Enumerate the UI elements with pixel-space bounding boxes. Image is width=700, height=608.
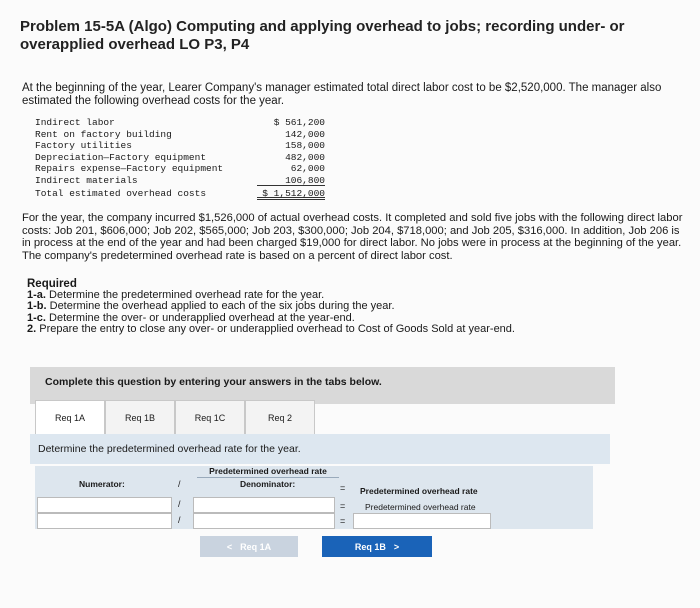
chevron-right-icon: >	[393, 541, 400, 552]
cost-row	[35, 175, 325, 187]
cost-label: Depreciation—Factory equipment	[35, 151, 207, 163]
equals-sign: =	[340, 501, 346, 511]
required-item-number: 2.	[27, 322, 37, 335]
grid-header: Predetermined overhead rate	[197, 466, 339, 478]
numerator-label: Numerator:	[79, 479, 125, 489]
cost-label: Repairs expense—Factory equipment	[35, 163, 224, 174]
denominator-label: Denominator:	[240, 479, 296, 489]
cost-row	[35, 163, 325, 175]
cost-row	[35, 152, 325, 164]
cost-row	[35, 129, 325, 141]
cost-total-amount: $ 1,512,000	[257, 188, 325, 200]
required-item-text: Determine the predetermined overhead rate for the year.	[49, 289, 325, 301]
overhead-costs-table	[35, 117, 325, 200]
cost-amount: 158,000	[285, 140, 325, 151]
intro-text: At the beginning of the year, Learer Company's manager estimated total direct labor cost to be $2,520,000. The manager also estimated the following overhead costs for the year.	[22, 82, 662, 107]
cost-amount: 482,000	[285, 151, 325, 163]
cost-amount: 62,000	[290, 163, 325, 174]
denominator-input[interactable]	[193, 513, 335, 529]
cost-total-row	[35, 188, 325, 200]
cost-total-label: Total estimated overhead costs	[35, 188, 207, 199]
cost-row	[35, 140, 325, 152]
required-list	[27, 290, 515, 335]
result-sublabel: Predetermined overhead rate	[365, 502, 476, 512]
instruction-bar	[30, 434, 610, 464]
required-item-text: Determine the over- or underapplied overhead at the year-end.	[49, 311, 355, 324]
cost-row	[35, 117, 325, 129]
required-item-number: 1-b.	[27, 300, 47, 313]
divide-sign: /	[178, 515, 181, 525]
tab-req-1c[interactable]: Req 1C	[175, 400, 245, 435]
result-label: Predetermined overhead rate	[360, 486, 478, 496]
cost-amount: $ 561,200	[273, 117, 325, 128]
next-req-label: Req 1B	[354, 541, 386, 552]
cost-label: Indirect materials	[35, 174, 138, 186]
tab-req-1b[interactable]: Req 1B	[105, 400, 175, 435]
prev-req-label: Req 1A	[240, 541, 272, 552]
result-input[interactable]	[353, 513, 491, 529]
numerator-input[interactable]	[37, 513, 172, 529]
problem-paragraph: For the year, the company incurred $1,526,000 of actual overhead costs. It completed and sold five jobs with the following direct labor costs: Job 201, $606,000; Job 202, $565,000; Job 203, $300,000; Job 204, $718,000; and Job 205, $316,000. In addition, Job 206 is in process at the end of the year and had been charged $19,000 for direct labor. No jobs were in process at the beginning of the year. The company's predetermined overhead rate is based on a percent of direct labor cost.	[22, 212, 683, 262]
instruction-text: Determine the predetermined overhead rate for the year.	[38, 443, 301, 455]
tab-req-2[interactable]: Req 2	[245, 400, 315, 435]
cost-label: Indirect labor	[35, 117, 115, 128]
tab-req-1a[interactable]: Req 1A	[35, 400, 105, 435]
numerator-input[interactable]	[37, 497, 172, 513]
denominator-input[interactable]	[193, 497, 335, 513]
required-item	[27, 324, 515, 335]
overhead-rate-grid	[35, 466, 593, 529]
prev-req-button[interactable]	[200, 536, 298, 557]
chevron-left-icon: <	[226, 541, 233, 552]
cost-amount: 142,000	[285, 128, 325, 140]
required-item-text: Determine the overhead applied to each of the six jobs during the year.	[49, 300, 395, 313]
requirement-tabs	[35, 400, 315, 434]
required-item-text: Prepare the entry to close any over- or underapplied overhead to Cost of Goods Sold at year-end.	[39, 322, 515, 335]
cost-label: Factory utilities	[35, 140, 132, 151]
instructions-banner	[30, 367, 615, 404]
divide-sign: /	[178, 479, 181, 489]
required-item-number: 1-c.	[27, 311, 46, 324]
required-heading: Required	[27, 278, 77, 290]
divide-sign: /	[178, 499, 181, 509]
problem-title: Problem 15-5A (Algo) Computing and applying overhead to jobs; recording under- or overapplied overhead LO P3, P4	[20, 18, 625, 53]
equals-sign: =	[340, 516, 346, 526]
cost-label: Rent on factory building	[35, 128, 172, 140]
banner-text: Complete this question by entering your answers in the tabs below.	[45, 376, 382, 388]
cost-amount: 106,800	[257, 175, 325, 187]
required-item-number: 1-a.	[27, 289, 46, 301]
next-req-button[interactable]	[322, 536, 432, 557]
equals-sign: =	[340, 483, 346, 493]
